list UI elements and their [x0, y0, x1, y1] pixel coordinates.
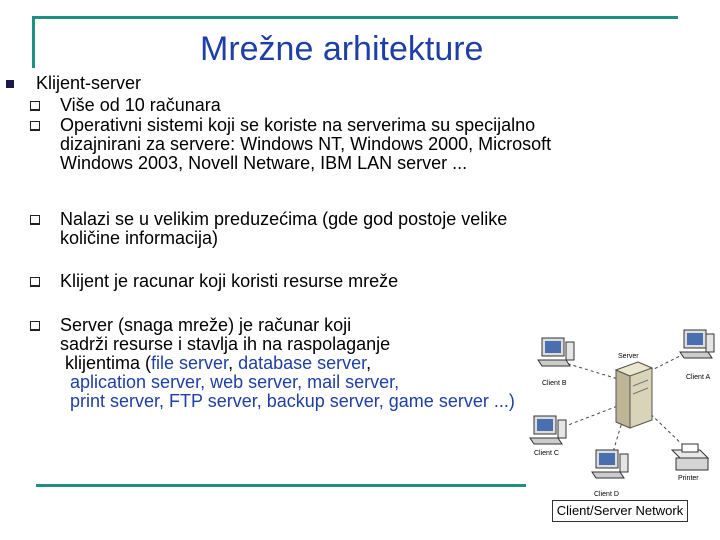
client-b-computer-icon — [538, 338, 574, 366]
frame-top-line — [32, 16, 678, 19]
client-d-label: Client D — [594, 491, 619, 498]
main-point-text: Klijent-server — [36, 73, 142, 93]
sub-bullet-text: Operativni sistemi koji se koriste na serverima su specijalno dizajnirani za servere: Windows NT, Windows 2000, Microsoft Windows 2003, Novell Netware, IBM LAN server ... — [60, 115, 552, 173]
printer-label: Printer — [678, 475, 699, 482]
sub-bullet-text: Klijent je racunar koji koristi resurse mreže — [60, 271, 399, 291]
slide-title: Mrežne arhitekture — [200, 30, 484, 68]
server-label: Server — [618, 353, 639, 360]
network-diagram-svg — [520, 322, 716, 526]
frame-left-line — [32, 16, 35, 68]
hollow-square-bullet-icon — [30, 121, 40, 131]
sub-bullet-text: Više od 10 računara — [60, 95, 221, 115]
hollow-square-bullet-icon — [30, 101, 40, 111]
diagram-caption: Client/Server Network — [552, 500, 688, 522]
client-b-label: Client B — [542, 380, 567, 387]
client-c-computer-icon — [530, 416, 566, 444]
hollow-square-bullet-icon — [30, 277, 40, 287]
client-c-label: Client C — [534, 450, 559, 457]
printer-icon — [672, 444, 708, 470]
square-bullet-icon — [6, 80, 14, 88]
sub-bullet-text: Nalazi se u velikim preduzećima (gde god postoje velike količine informacija) — [60, 209, 508, 248]
hollow-square-bullet-icon — [30, 215, 40, 225]
server-icon — [616, 362, 652, 428]
hollow-square-bullet-icon — [30, 321, 40, 331]
client-a-computer-icon — [680, 330, 714, 358]
client-a-label: Client A — [686, 374, 711, 381]
sub-bullet-text: Server (snaga mreže) je računar koji sadrži resurse i stavlja ih na raspolaganje klijentima (file server, database server, aplication server, web server, mail server, print server, FTP server, backup server, game server ...) — [60, 315, 515, 411]
client-server-diagram — [520, 322, 716, 526]
frame-bottom-line — [36, 484, 526, 487]
client-d-computer-icon — [592, 450, 628, 478]
